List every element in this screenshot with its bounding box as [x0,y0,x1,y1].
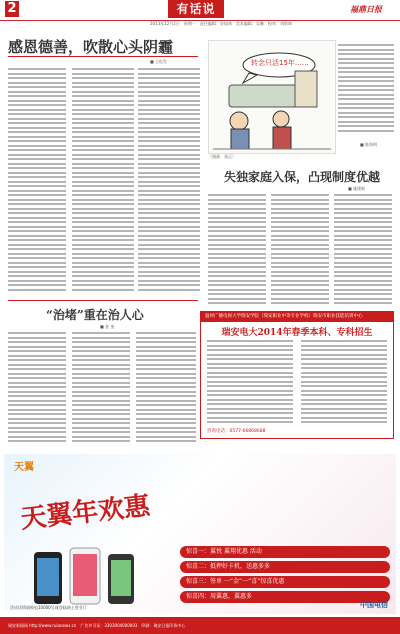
cartoon-side-text [338,44,394,134]
article3-text-col3 [136,332,196,445]
editorial-cartoon [208,40,336,154]
page-footer [0,617,400,634]
ad-text-right [301,340,387,426]
ad-text-left [207,340,293,426]
cartoon-caption: （漫画：张正） [208,154,236,159]
article3-byline: ■ 金 奎 [100,324,115,329]
phones-illustration [24,546,154,606]
telecom-logo: 中国电信 [360,601,388,609]
ad-phone-number: 0577-66868688 [229,429,266,434]
article1-text-col3 [138,68,200,293]
telecom-ad [4,454,396,614]
article3-headline: “治堵”重在治人心 [46,308,144,322]
article1-headline: 感恩德善，吹散心头阴霾 [8,38,174,56]
offer-item: 惊喜三：签单 一“金”一“喜”惊喜优惠 [180,576,390,588]
ad-header-bar [201,312,393,322]
article2-byline: ■ 施建新 [348,186,366,191]
article3-text-col2 [72,332,130,445]
article2-text-col1 [208,194,266,307]
ad-phone-label: 咨询电话： [207,429,230,434]
divider [8,300,198,301]
article2-text-col2 [271,194,329,307]
divider [8,56,198,57]
page-number: 2 [5,1,19,17]
offer-list [180,546,390,606]
offer-item: 惊喜四：用翼惠，翼惠多 [180,591,390,603]
telecom-note: 活动详情请致电10000号或登陆网上营业厅 [10,605,87,610]
cartoon-side-byline: ■ 陈海明 [360,142,378,147]
offer-item: 惊喜二：抵押好卡机，送惠多多 [180,561,390,573]
ad-title: 瑞安电大2014年春季本科、专科招生 [221,328,373,338]
article1-byline: ■ 王松发 [150,59,168,64]
dateline: 2013年12月2日 星期一 责任编辑：宋如鸿 美术编辑：吴琳 校对：刘炳坤 [150,21,292,26]
section-title: 有话说 [168,0,224,18]
article2-headline: 失独家庭入保，凸现制度优越 [224,170,381,184]
page-header [0,0,400,21]
offer-item: 惊喜一：翼悦 翼翔优惠 活动 [180,546,390,558]
paper-name: 福鼎日报 [350,4,382,14]
article1-text-col1 [8,68,66,293]
article1-text-col2 [72,68,134,293]
telecom-brand: 天翼 [14,462,34,473]
telecom-slogan: 天翼年欢惠 [19,491,152,535]
ad-subtitle: 温州广播电视大学瑞安学院（瑞安职业中等专业学校）瑞安市职业技能培训中心 [205,314,363,319]
enrollment-ad [200,311,394,439]
ad-phone [207,428,265,434]
article2-text-col3 [334,194,392,307]
cartoon-speech-bubble: 转念只活15年…… [251,59,309,67]
footer-text: 瑞安新闻网 http://www.ruianews.cn 广告许可证：3303004000003 印刷：瑞安日报印务中心 [8,623,186,628]
article3-text-col1 [8,332,66,445]
